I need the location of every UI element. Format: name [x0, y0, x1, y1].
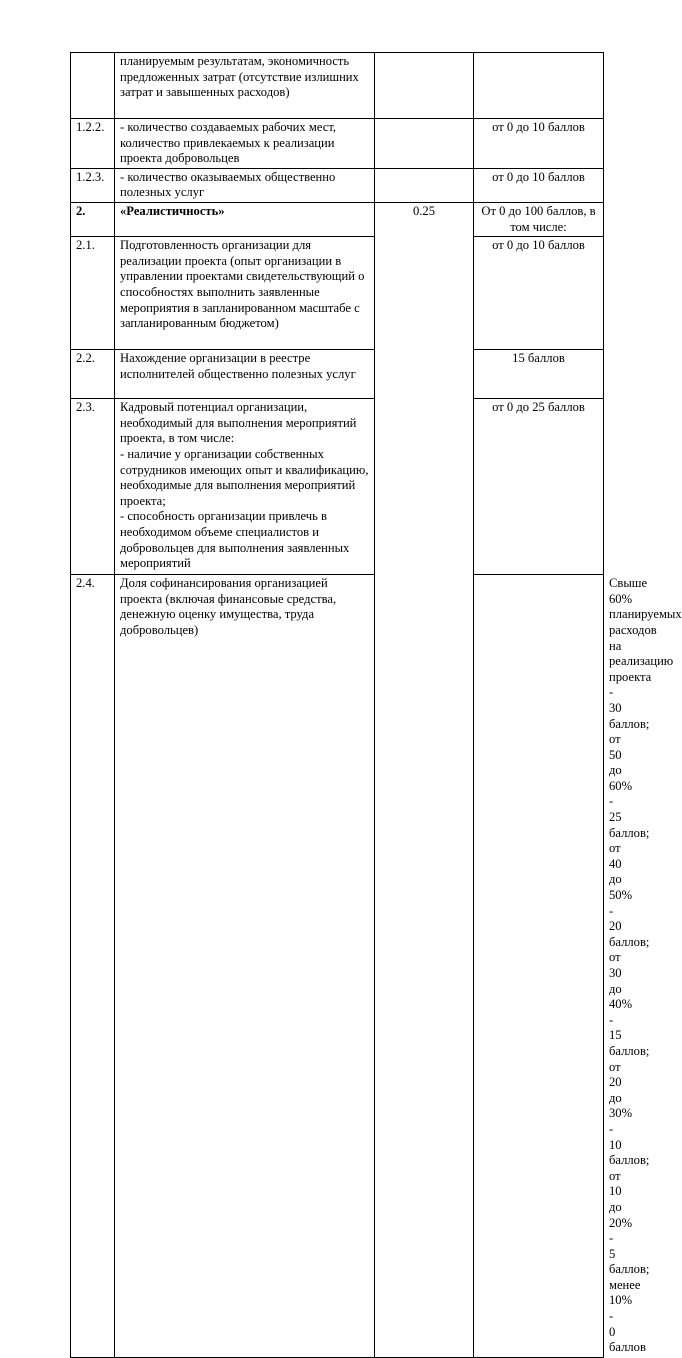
criterion-text: Подготовленность организации для реализации проекта (опыт организации в управлении проектами свидетельствующий о способностях выполнить заявленные мероприятия в запланированном масштабе с запланированным бюджетом) — [115, 237, 375, 350]
criterion-text: Доля софинансирования организацией проекта (включая финансовые средства, денежную оценку имущества, труда добровольцев) — [115, 575, 375, 1358]
row-number: 2.4. — [71, 575, 115, 1358]
table-row — [71, 202, 604, 236]
criterion-text: планируемым результатам, экономичность предложенных затрат (отсутствие излишних затрат и завышенных расходов) — [115, 53, 375, 119]
section-title: «Реалистичность» — [120, 203, 225, 218]
row-number: 2.2. — [71, 350, 115, 399]
score-range: От 0 до 100 баллов, в том числе: — [474, 202, 604, 236]
weight-cell — [474, 575, 604, 1358]
weight-value — [375, 53, 474, 119]
score-range: от 0 до 10 баллов — [474, 237, 604, 350]
criterion-text: - количество оказываемых общественно полезных услуг — [115, 168, 375, 202]
table-row — [71, 53, 604, 119]
row-number: 2.1. — [71, 237, 115, 350]
table-row — [71, 168, 604, 202]
score-range — [474, 53, 604, 119]
criterion-text: Нахождение организации в реестре исполнителей общественно полезных услуг — [115, 350, 375, 399]
row-number — [71, 202, 115, 236]
weight-value: 0.25 — [375, 202, 474, 1357]
score-range: от 0 до 10 баллов — [474, 119, 604, 169]
table-row — [71, 399, 604, 575]
table-row: 2.4. Доля софинансирования организацией проекта (включая финансовые средства, денежную оценку имущества, труда добровольцев) Свыше 60% планируемых расходов на реализацию проекта - 30 баллов; от 50 до 60% - 25 баллов; от 40 до 50% - 20 баллов; от 30 до 40% - 15 баллов; от 20 до 30% - 10 баллов; от 10 до 20% - 5 баллов; менее 10% - 0 баллов — [71, 575, 604, 1358]
criterion-text: - количество создаваемых рабочих мест, количество привлекаемых к реализации проекта добровольцев — [115, 119, 375, 169]
score-range: от 0 до 10 баллов — [474, 168, 604, 202]
criterion-text — [115, 202, 375, 236]
row-number: 1.2.2. — [71, 119, 115, 169]
weight-cell — [375, 168, 474, 202]
table-row — [71, 119, 604, 169]
row-number: 1.2.3. — [71, 168, 115, 202]
criteria-table — [70, 52, 682, 1358]
score-range: от 0 до 25 баллов — [474, 399, 604, 575]
score-range: 15 баллов — [474, 350, 604, 399]
row-number — [71, 53, 115, 119]
criterion-text: Кадровый потенциал организации, необходимый для выполнения мероприятий проекта, в том числе: - наличие у организации собственных сотрудников имеющих опыт и квалификацию, необходимые для выполнения мероприятий проекта; - способность организации привлечь в необходимом объеме специалистов и добровольцев для выполнения заявленных мероприятий — [115, 399, 375, 575]
row-number: 2.3. — [71, 399, 115, 575]
weight-cell — [375, 119, 474, 169]
section-number: 2. — [76, 203, 86, 218]
table-row — [71, 350, 604, 399]
table-row — [71, 237, 604, 350]
